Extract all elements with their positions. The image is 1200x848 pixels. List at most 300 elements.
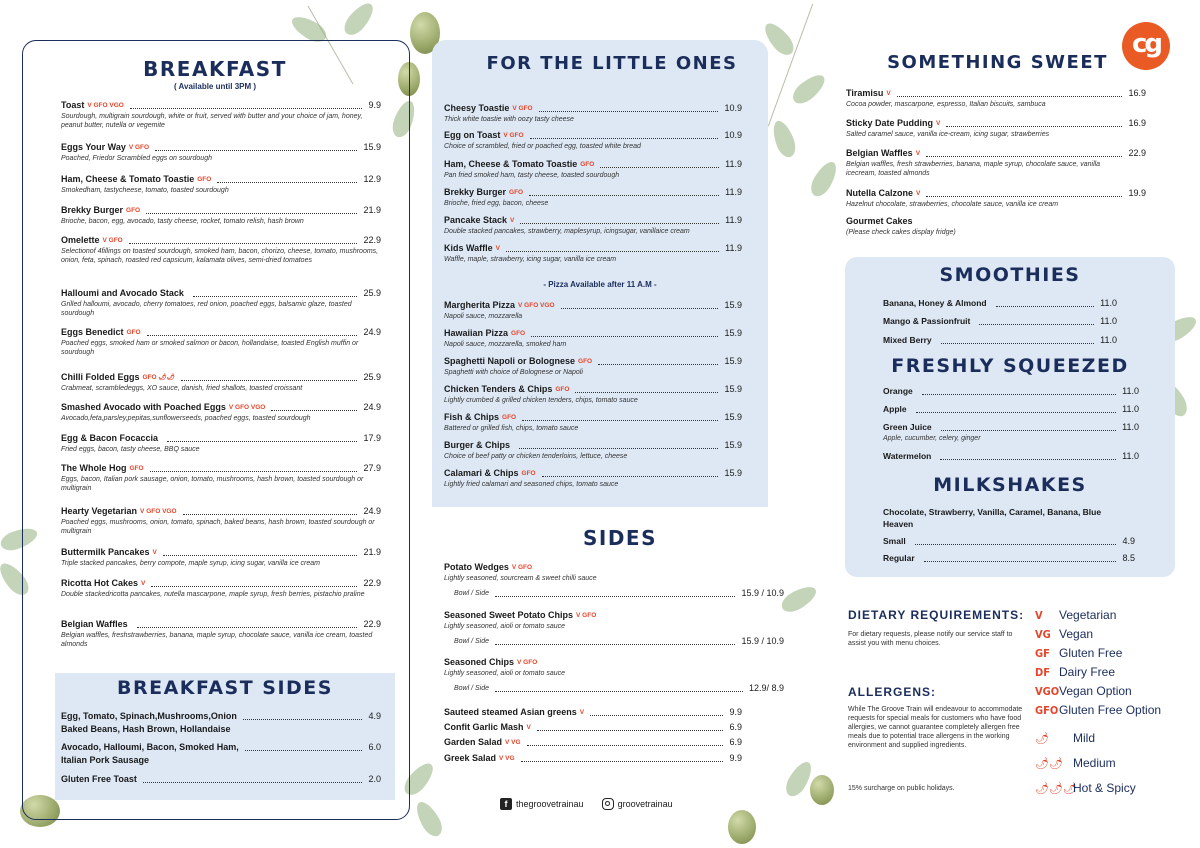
- menu-item: [444, 412, 742, 434]
- item-price: 24.9: [363, 402, 381, 412]
- menu-item: [444, 215, 742, 237]
- item-name: Kids Waffle: [444, 243, 493, 253]
- menu-item: [61, 578, 381, 600]
- spice-level: [1035, 731, 1195, 745]
- facebook-handle[interactable]: thegroovetrainau: [516, 799, 584, 809]
- item-name: Chilli Folded Eggs: [61, 372, 140, 382]
- menu-item: [61, 619, 381, 649]
- leader-dots: [137, 627, 358, 628]
- item-description: Smokedham, tastycheese, tomato, toasted sourdough: [61, 187, 229, 194]
- leader-dots: [531, 336, 718, 337]
- spice-level: [1035, 781, 1195, 795]
- leader-dots: [940, 459, 1116, 460]
- menu-item: [61, 205, 381, 227]
- menu-item: [444, 753, 742, 764]
- menu-item-row: [444, 103, 742, 114]
- item-dietary-tags: GFO: [129, 465, 144, 472]
- legend-label: Gluten Free Option: [1059, 703, 1162, 717]
- item-name: Sauteed steamed Asian greens: [444, 707, 577, 717]
- menu-item-row: [444, 159, 742, 170]
- item-name: Chicken Tenders & Chips: [444, 384, 553, 394]
- item-description: Choice of scrambled, fried or poached egg, toasted white bread: [444, 143, 641, 150]
- item-name: The Whole Hog: [61, 463, 127, 473]
- breakfast-side-item: [61, 774, 381, 787]
- item-name: Garden Salad: [444, 737, 503, 747]
- item-name: Seasoned Chips: [444, 657, 515, 667]
- item-price: 15.9: [724, 328, 742, 338]
- legend-code: VG: [1035, 628, 1051, 641]
- item-name: Seasoned Sweet Potato Chips: [444, 610, 574, 620]
- item-description: Crabmeat, scrambledeggs, XO sauce, danish, fried shallots, toasted croissant: [61, 385, 303, 392]
- leader-dots: [922, 394, 1116, 395]
- item-price: 25.9: [363, 288, 381, 298]
- menu-item-row: [444, 328, 742, 339]
- menu-item-row: [846, 88, 1146, 99]
- item-description: Salted caramel sauce, vanilla ice-cream, icing sugar, strawberries: [846, 131, 1050, 138]
- item-description: Avocado,feta,parsley,pepitas,sunflowerseeds, poached eggs, toasted sourdough: [61, 415, 311, 422]
- item-name: Avocado, Halloumi, Bacon, Smoked Ham,: [61, 742, 239, 752]
- leader-dots: [146, 213, 357, 214]
- menu-item-row: [883, 422, 1139, 433]
- milkshakes-title: MILKSHAKES: [933, 474, 1087, 496]
- menu-item: [61, 142, 381, 164]
- menu-item: [883, 536, 1135, 547]
- item-name: Regular: [883, 553, 915, 563]
- menu-item: [61, 433, 381, 455]
- menu-item-row: [61, 711, 381, 722]
- legend-label: Dairy Free: [1059, 665, 1116, 679]
- item-name: Potato Wedges: [444, 562, 509, 572]
- menu-item: [444, 159, 742, 181]
- item-dietary-tags: GFO: [578, 358, 593, 365]
- item-price: 19.9: [1128, 188, 1146, 198]
- item-name: Brekky Burger: [444, 187, 507, 197]
- item-description: Battered or grilled fish, chips, tomato sauce: [444, 425, 579, 432]
- item-name: Apple: [883, 404, 907, 414]
- item-dietary-tags: V: [141, 580, 146, 587]
- item-price: 11.0: [1100, 316, 1117, 326]
- menu-item: [61, 506, 381, 536]
- leader-dots: [167, 441, 357, 442]
- menu-item-row: [444, 562, 784, 573]
- menu-item-row: [444, 384, 742, 395]
- menu-item: [444, 722, 742, 733]
- groove-train-logo: cg: [1122, 22, 1170, 70]
- menu-item-row: [444, 356, 742, 367]
- item-price: 8.5: [1122, 553, 1135, 563]
- item-name: Calamari & Chips: [444, 468, 519, 478]
- menu-item-row: [61, 774, 381, 785]
- menu-item: [883, 404, 1139, 415]
- surcharge-text: 15% surcharge on public holidays.: [848, 785, 955, 792]
- legend-code: GF: [1035, 647, 1050, 660]
- menu-item-row: [61, 372, 381, 383]
- side-item: [444, 610, 784, 647]
- legend-code: DF: [1035, 666, 1050, 679]
- item-sizes: Bowl / Side: [454, 590, 490, 597]
- menu-item-row: [883, 298, 1117, 309]
- menu-item-row: [61, 174, 381, 185]
- breakfast-title: BREAKFAST: [143, 57, 287, 81]
- item-price: 12.9: [363, 174, 381, 184]
- menu-item-row: [61, 142, 381, 153]
- item-dietary-tags: V: [526, 724, 531, 731]
- menu-item: [61, 402, 381, 424]
- legend-label: Gluten Free: [1059, 646, 1123, 660]
- menu-item: [444, 328, 742, 350]
- leader-dots: [521, 761, 724, 762]
- leader-dots: [916, 412, 1117, 413]
- menu-item: [444, 356, 742, 378]
- facebook-icon[interactable]: f: [500, 798, 512, 810]
- menu-item-row: [883, 335, 1117, 346]
- item-description: Lightly seasoned, aioli or tomato sauce: [444, 623, 566, 630]
- item-dietary-tags: GFO: [197, 176, 212, 183]
- item-description: Choice of beef patty or chicken tenderloins, lettuce, cheese: [444, 453, 628, 460]
- leader-dots: [151, 586, 357, 587]
- leader-dots: [946, 126, 1122, 127]
- item-price: 9.9: [368, 100, 381, 110]
- item-description: Double stacked pancakes, strawberry, maplesyrup, icingsugar, vanillaice cream: [444, 228, 690, 235]
- leader-dots: [150, 471, 358, 472]
- item-price: 11.0: [1122, 404, 1139, 414]
- squeezed-title: FRESHLY SQUEEZED: [891, 355, 1129, 377]
- chili-icon: 🌶: [1035, 733, 1049, 745]
- chili-icon: 🌶🌶🌶: [1035, 783, 1077, 795]
- leader-dots: [527, 745, 724, 746]
- item-price: 6.9: [729, 722, 742, 732]
- item-dietary-tags: V VG: [505, 739, 521, 746]
- menu-item: [444, 243, 742, 265]
- menu-item: [883, 335, 1117, 346]
- item-name: Ham, Cheese & Tomato Toastie: [61, 174, 195, 184]
- item-name: Ricotta Hot Cakes: [61, 578, 139, 588]
- item-description: Lightly crumbed & grilled chicken tenders, chips, tomato sauce: [444, 397, 638, 404]
- item-name: Sticky Date Pudding: [846, 118, 934, 128]
- leader-dots: [217, 182, 357, 183]
- leader-dots: [529, 195, 719, 196]
- item-name: Gluten Free Toast: [61, 774, 137, 784]
- leader-dots: [495, 644, 735, 645]
- item-name: Margherita Pizza: [444, 300, 516, 310]
- menu-item-row: [444, 610, 784, 621]
- item-name: Buttermilk Pancakes: [61, 547, 150, 557]
- item-description: Waffle, maple, strawberry, icing sugar, vanilla ice cream: [444, 256, 617, 263]
- item-name: Omelette: [61, 235, 100, 245]
- item-dietary-tags: V VG: [499, 755, 515, 762]
- item-price: 15.9: [724, 468, 742, 478]
- menu-item: [444, 103, 742, 125]
- item-name: Belgian Waffles: [846, 148, 913, 158]
- item-price: 24.9: [363, 327, 381, 337]
- breakfast-sides-title: BREAKFAST SIDES: [117, 677, 333, 699]
- leader-dots: [193, 296, 358, 297]
- menu-item-row: [846, 148, 1146, 159]
- instagram-icon[interactable]: [602, 798, 614, 810]
- item-price: 15.9: [724, 384, 742, 394]
- item-dietary-tags: GFO: [580, 161, 595, 168]
- menu-item: [61, 174, 381, 196]
- menu-item: [883, 451, 1139, 462]
- item-name: Greek Salad: [444, 753, 497, 763]
- item-name: Brekky Burger: [61, 205, 124, 215]
- item-price: 22.9: [363, 235, 381, 245]
- item-price: 22.9: [1128, 148, 1146, 158]
- leader-dots: [530, 138, 719, 139]
- leader-dots: [143, 782, 363, 783]
- item-description: Brioche, fried egg, bacon, cheese: [444, 200, 549, 207]
- item-price: 15.9: [724, 300, 742, 310]
- leader-dots: [519, 448, 718, 449]
- size-row: [444, 683, 784, 694]
- item-name: Ham, Cheese & Tomato Toastie: [444, 159, 578, 169]
- item-dietary-tags: GFO: [502, 414, 517, 421]
- chili-icon: 🌶🌶: [1035, 758, 1063, 770]
- leader-dots: [575, 392, 718, 393]
- item-name: Hearty Vegetarian: [61, 506, 138, 516]
- item-description: Sourdough, multigrain sourdough, white or fruit, served with butter and your choice of jam, honey, peanut butter, nutella or vegemite: [61, 113, 363, 129]
- item-description: Triple stacked pancakes, berry compote, maple syrup, icing sugar, vanilla ice cream: [61, 560, 320, 567]
- item-price: 16.9: [1128, 88, 1146, 98]
- item-name: Hawaiian Pizza: [444, 328, 509, 338]
- leader-dots: [979, 324, 1094, 325]
- item-name: Small: [883, 536, 906, 546]
- item-name: Halloumi and Avocado Stack: [61, 288, 184, 298]
- spice-label: Medium: [1073, 756, 1116, 770]
- item-price: 6.0: [368, 742, 381, 752]
- leader-dots: [561, 308, 719, 309]
- item-description: Grilled halloumi, avocado, cherry tomatoes, red onion, poached eggs, balsamic glaze, toasted sourdough: [61, 301, 352, 317]
- menu-item-row: [883, 386, 1139, 397]
- instagram-handle[interactable]: groovetrainau: [617, 799, 673, 809]
- legend-code: VGO: [1035, 685, 1060, 698]
- size-row: [444, 588, 784, 599]
- item-dietary-tags: V: [510, 217, 515, 224]
- menu-item: [883, 298, 1117, 309]
- item-description: Lightly fried calamari and seasoned chips, tomato sauce: [444, 481, 619, 488]
- menu-item-row: [444, 707, 742, 718]
- menu-item-row: [883, 451, 1139, 462]
- breakfast-subtitle: ( Available until 3PM ): [173, 82, 257, 91]
- menu-item: [846, 118, 1146, 140]
- item-name: Mixed Berry: [883, 335, 932, 345]
- social-links: [500, 797, 673, 811]
- menu-item: [61, 100, 381, 130]
- leader-dots: [495, 691, 743, 692]
- item-description: Double stackedricotta pancakes, nutella mascarpone, maple syrup, fresh berries, pistachio praline: [61, 591, 365, 598]
- item-name: Spaghetti Napoli or Bolognese: [444, 356, 576, 366]
- milkshake-flavours: Chocolate, Strawberry, Vanilla, Caramel, Banana, Blue Heaven: [883, 507, 1102, 529]
- leader-dots: [924, 561, 1117, 562]
- menu-item-row: [846, 118, 1146, 129]
- item-price: 11.9: [725, 215, 742, 225]
- menu-item-row: [61, 288, 381, 299]
- item-description: Pan fried smoked ham, tasty cheese, toasted sourdough: [444, 172, 620, 179]
- leader-dots: [147, 335, 358, 336]
- item-dietary-tags: V: [936, 120, 941, 127]
- item-name: Smashed Avocado with Poached Eggs: [61, 402, 226, 412]
- item-name: Fish & Chips: [444, 412, 500, 422]
- legend-item: [1035, 703, 1195, 717]
- item-name: Gourmet Cakes: [846, 216, 913, 226]
- leader-dots: [520, 223, 719, 224]
- spice-label: Mild: [1073, 731, 1096, 745]
- menu-item: [61, 547, 381, 569]
- menu-item: [846, 88, 1146, 110]
- leader-dots: [155, 150, 357, 151]
- leader-dots: [542, 476, 719, 477]
- menu-item: [444, 130, 742, 152]
- item-description: Selectionof 4fillings on toasted sourdough, smoked ham, bacon, chorizo, cheese, tomato, mushrooms, onion, feta, spinach, roasted red capsicum, kalamata olives, semi-dried tomatoes: [61, 248, 379, 264]
- menu-item-row: [444, 412, 742, 423]
- item-price: 11.0: [1122, 422, 1139, 432]
- item-name-line2: Italian Pork Sausage: [61, 755, 150, 765]
- item-name: Burger & Chips: [444, 440, 511, 450]
- legend-code: V: [1035, 609, 1043, 622]
- item-description: Napoli sauce, mozzarella, smoked ham: [444, 341, 567, 348]
- menu-item: [444, 300, 742, 322]
- item-price: 15.9: [724, 412, 742, 422]
- menu-item-row: [61, 235, 381, 246]
- item-dietary-tags: V GFO VGO: [87, 102, 124, 109]
- item-description: Eggs, bacon, Italian pork sausage, onion, tomato, mushrooms, hash brown, toasted sourdough or multigrain: [61, 476, 364, 492]
- size-row: [444, 636, 784, 647]
- item-dietary-tags: V GFO: [511, 564, 533, 571]
- item-dietary-tags: GFO 🌶🌶: [142, 374, 175, 381]
- dietary-text: For dietary requests, please notify our service staff to assist you with menu choices.: [848, 631, 1013, 647]
- menu-item-row: [444, 753, 742, 764]
- item-description: Hazelnut chocolate, strawberries, chocolate sauce, vanilla ice cream: [846, 201, 1059, 208]
- menu-item: [444, 384, 742, 406]
- item-price: 15.9 / 10.9: [741, 587, 784, 598]
- item-dietary-tags: V GFO: [102, 237, 123, 244]
- menu-item: [444, 737, 742, 748]
- item-price: 11.0: [1100, 335, 1117, 345]
- leader-dots: [522, 420, 718, 421]
- smoothies-title: SMOOTHIES: [939, 264, 1081, 286]
- menu-item-row: [61, 433, 381, 444]
- item-name: Egg on Toast: [444, 130, 501, 140]
- item-description: Poached eggs, mushrooms, onion, tomato, spinach, baked beans, hash brown, toasted sourdough or multigrain: [61, 519, 375, 535]
- menu-item-row: [883, 404, 1139, 415]
- item-description: Poached eggs, smoked ham or smoked salmon or bacon, hollandaise, toasted English muffin or sourdough: [61, 340, 359, 356]
- menu-item-row: [444, 243, 742, 254]
- leader-dots: [598, 364, 718, 365]
- spice-level: [1035, 756, 1195, 770]
- item-description: Apple, cucumber, celery, ginger: [883, 435, 981, 442]
- menu-item-row: [883, 536, 1135, 547]
- item-price: 11.0: [1122, 451, 1139, 461]
- menu-item-row: [61, 619, 381, 630]
- item-description: Napoli sauce, mozzarella: [444, 313, 523, 320]
- menu-item-row: [61, 547, 381, 558]
- item-sizes: Bowl / Side: [454, 685, 490, 692]
- leader-dots: [183, 514, 358, 515]
- menu-item: [61, 235, 381, 265]
- item-description: (Please check cakes display fridge): [846, 229, 956, 236]
- menu-item: [883, 553, 1135, 564]
- item-dietary-tags: V GFO VGO: [140, 508, 177, 515]
- menu-item: [846, 188, 1146, 210]
- menu-item-row: [444, 187, 742, 198]
- item-price: 16.9: [1128, 118, 1146, 128]
- legend-item: [1035, 646, 1195, 660]
- sweet-title: SOMETHING SWEET: [887, 52, 1108, 73]
- menu-item: [444, 468, 742, 490]
- legend-label: Vegetarian: [1059, 608, 1117, 622]
- leader-dots: [926, 196, 1122, 197]
- item-price: 11.9: [725, 243, 742, 253]
- leader-dots: [129, 243, 358, 244]
- item-name: Egg & Bacon Focaccia: [61, 433, 159, 443]
- item-name: Toast: [61, 100, 85, 110]
- item-dietary-tags: V: [495, 245, 501, 252]
- sides-title: SIDES: [582, 526, 657, 550]
- breakfast-side-item: [61, 742, 381, 766]
- item-price: 15.9: [724, 356, 742, 366]
- item-name: Watermelon: [883, 451, 932, 461]
- leader-dots: [539, 111, 719, 112]
- item-dietary-tags: V: [915, 150, 921, 157]
- menu-item-row: [444, 130, 742, 141]
- item-dietary-tags: V: [916, 190, 921, 197]
- item-description: Poached, Friedor Scrambled eggs on sourdough: [61, 155, 212, 162]
- item-dietary-tags: V: [579, 709, 585, 716]
- item-dietary-tags: GFO: [521, 470, 536, 477]
- item-dietary-tags: GFO: [509, 189, 524, 196]
- item-price: 22.9: [363, 619, 381, 629]
- item-price: 21.9: [363, 205, 381, 215]
- item-name: Green Juice: [883, 422, 932, 432]
- item-name: Nutella Calzone: [846, 188, 914, 198]
- item-name: Egg, Tomato, Spinach,Mushrooms,Onion: [61, 711, 237, 721]
- item-description: Belgian waffles, fresh strawberries, banana, maple syrup, chocolate sauce, vanilla icecream, toasted almonds: [846, 161, 1101, 177]
- item-price: 9.9: [729, 707, 742, 717]
- item-price: 17.9: [363, 433, 381, 443]
- menu-item-row: [61, 463, 381, 474]
- menu-item-row: [444, 722, 742, 733]
- item-dietary-tags: GFO: [126, 207, 141, 214]
- item-name-line2: Baked Beans, Hash Brown, Hollandaise: [61, 724, 231, 734]
- menu-item-row: [444, 215, 742, 226]
- leader-dots: [130, 108, 363, 109]
- item-description: Fried eggs, bacon, tasty cheese, BBQ sauce: [61, 446, 200, 453]
- item-price: 22.9: [363, 578, 381, 588]
- item-price: 2.0: [368, 774, 381, 784]
- menu-item-row: [444, 657, 784, 668]
- leader-dots: [163, 555, 358, 556]
- menu-item: [883, 422, 1139, 444]
- item-name: Pancake Stack: [444, 215, 508, 225]
- item-description: Lightly seasoned, aioli or tomato sauce: [444, 670, 566, 677]
- leader-dots: [537, 730, 724, 731]
- item-description: Thick white toastie with oozy tasty cheese: [444, 116, 574, 123]
- menu-item: [61, 327, 381, 357]
- menu-item: [883, 386, 1139, 397]
- legend-label: Vegan: [1059, 627, 1094, 641]
- menu-item-row: [444, 300, 742, 311]
- item-price: 25.9: [363, 372, 381, 382]
- breakfast-side-item: [61, 711, 381, 735]
- item-price: 10.9: [724, 103, 742, 113]
- menu-item-row: [61, 506, 381, 517]
- item-name: Mango & Passionfruit: [883, 316, 971, 326]
- menu-item: [444, 187, 742, 209]
- pizza-note: - Pizza Available after 11 A.M -: [543, 280, 657, 289]
- menu-item-row: [883, 553, 1135, 564]
- side-item: [444, 657, 784, 694]
- item-price: 4.9: [1122, 536, 1135, 546]
